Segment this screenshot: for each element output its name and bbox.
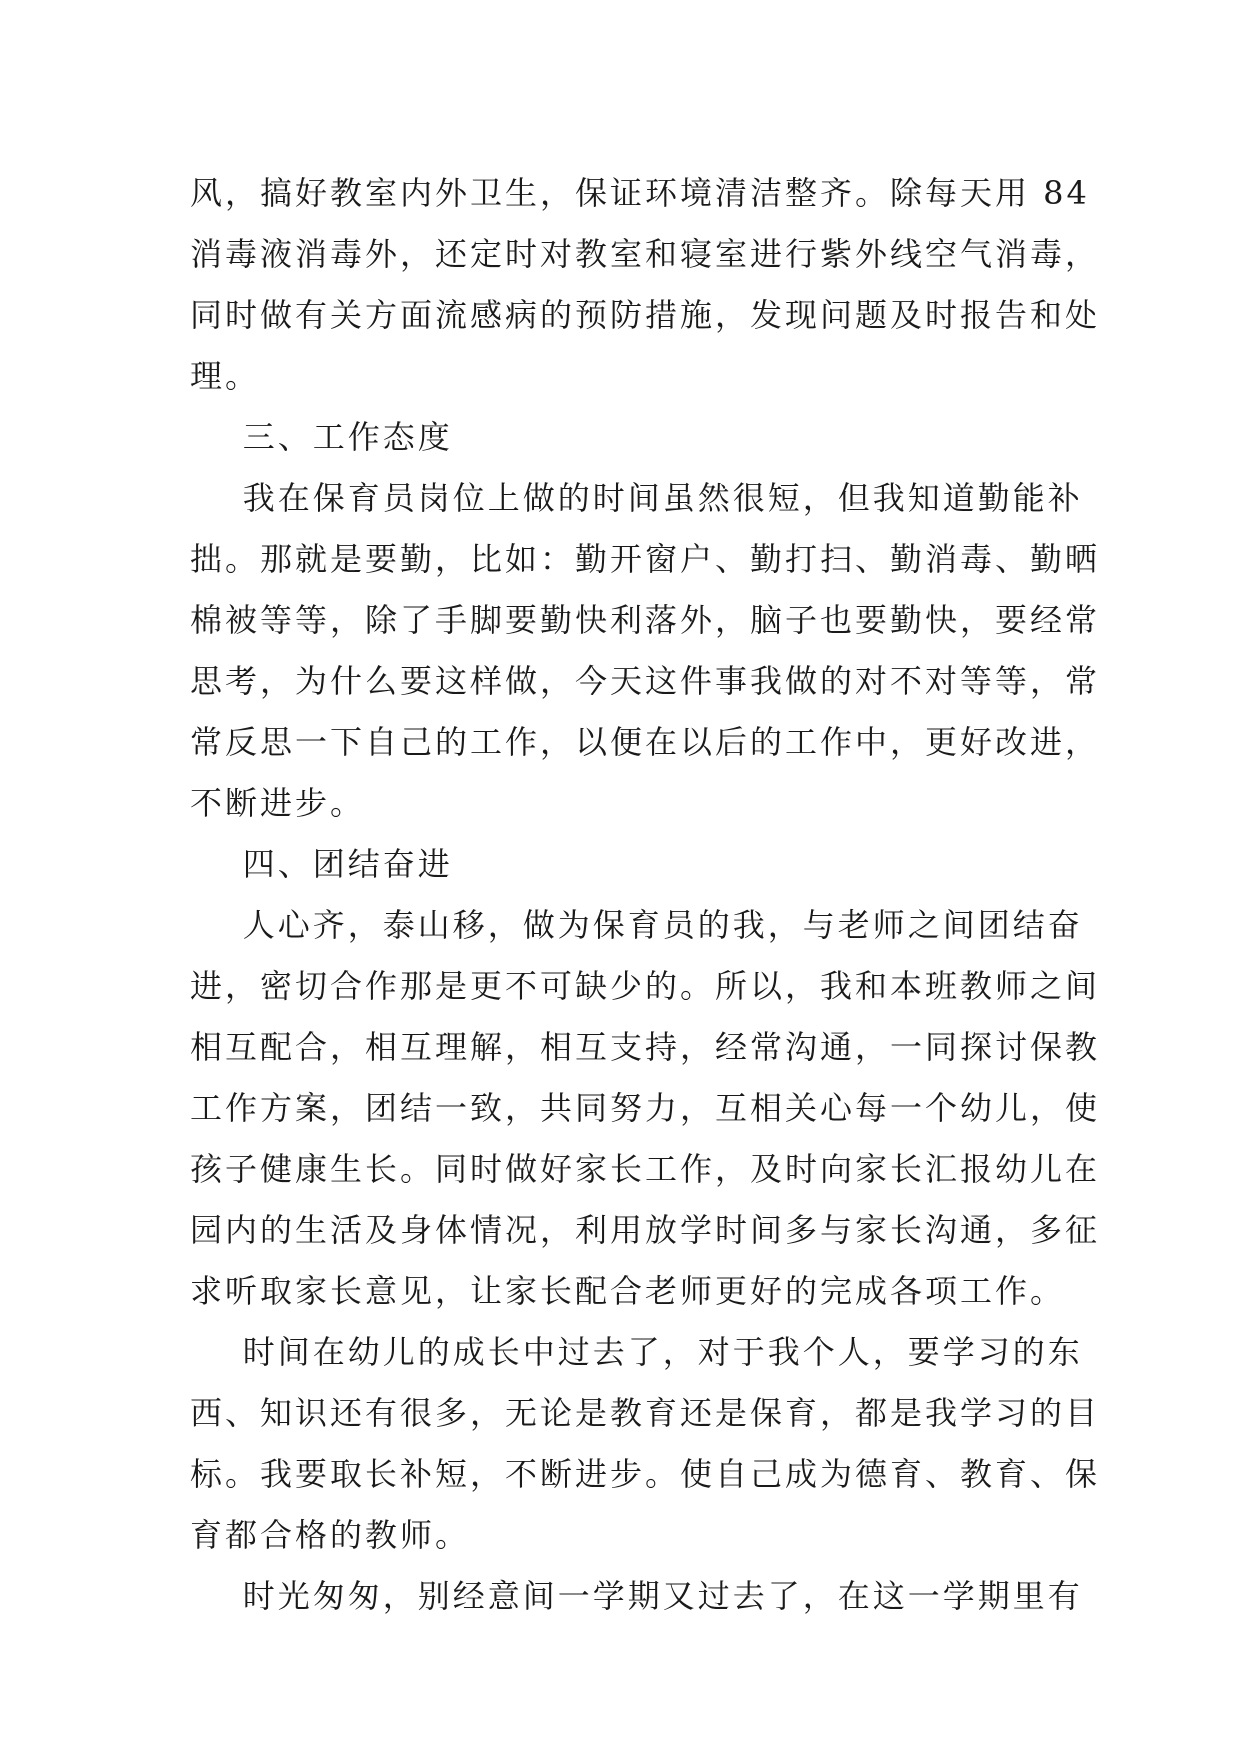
text-line: 人心齐，泰山移，做为保育员的我，与老师之间团结奋	[190, 906, 1083, 944]
text-line: 思考，为什么要这样做，今天这件事我做的对不对等等，常	[190, 662, 1101, 700]
text-line: 同时做有关方面流感病的预防措施，发现问题及时报告和处	[190, 296, 1101, 334]
text-line: 进，密切合作那是更不可缺少的。所以，我和本班教师之间	[190, 967, 1101, 1005]
text-line: 不断进步。	[190, 784, 366, 822]
text-line: 求听取家长意见，让家长配合老师更好的完成各项工作。	[190, 1272, 1066, 1310]
section-heading-4: 四、团结奋进	[190, 845, 453, 883]
text-line: 西、知识还有很多，无论是教育还是保育，都是我学习的目	[190, 1394, 1101, 1432]
text-line: 标。我要取长补短，不断进步。使自己成为德育、教育、保	[190, 1455, 1101, 1493]
text-line: 时间在幼儿的成长中过去了，对于我个人，要学习的东	[190, 1333, 1083, 1371]
text-line: 常反思一下自己的工作，以便在以后的工作中，更好改进，	[190, 723, 1101, 761]
text-line: 棉被等等，除了手脚要勤快利落外，脑子也要勤快，要经常	[190, 601, 1101, 639]
text-line: 工作方案，团结一致，共同努力，互相关心每一个幼儿，使	[190, 1089, 1101, 1127]
text-line: 育都合格的教师。	[190, 1516, 471, 1554]
text-line: 消毒液消毒外，还定时对教室和寝室进行紫外线空气消毒，	[190, 235, 1101, 273]
text-line: 风，搞好教室内外卫生，保证环境清洁整齐。除每天用 84	[190, 174, 1090, 212]
text-line: 理。	[190, 357, 261, 395]
document-body	[190, 163, 1101, 1627]
text-line: 园内的生活及身体情况，利用放学时间多与家长沟通，多征	[190, 1211, 1101, 1249]
text-line: 相互配合，相互理解，相互支持，经常沟通，一同探讨保教	[190, 1028, 1101, 1066]
text-line: 我在保育员岗位上做的时间虽然很短，但我知道勤能补	[190, 479, 1083, 517]
text-line: 拙。那就是要勤，比如：勤开窗户、勤打扫、勤消毒、勤晒	[190, 540, 1101, 578]
section-heading-3: 三、工作态度	[190, 418, 453, 456]
text-line: 时光匆匆，别经意间一学期又过去了，在这一学期里有	[190, 1577, 1083, 1615]
text-line: 孩子健康生长。同时做好家长工作，及时向家长汇报幼儿在	[190, 1150, 1101, 1188]
